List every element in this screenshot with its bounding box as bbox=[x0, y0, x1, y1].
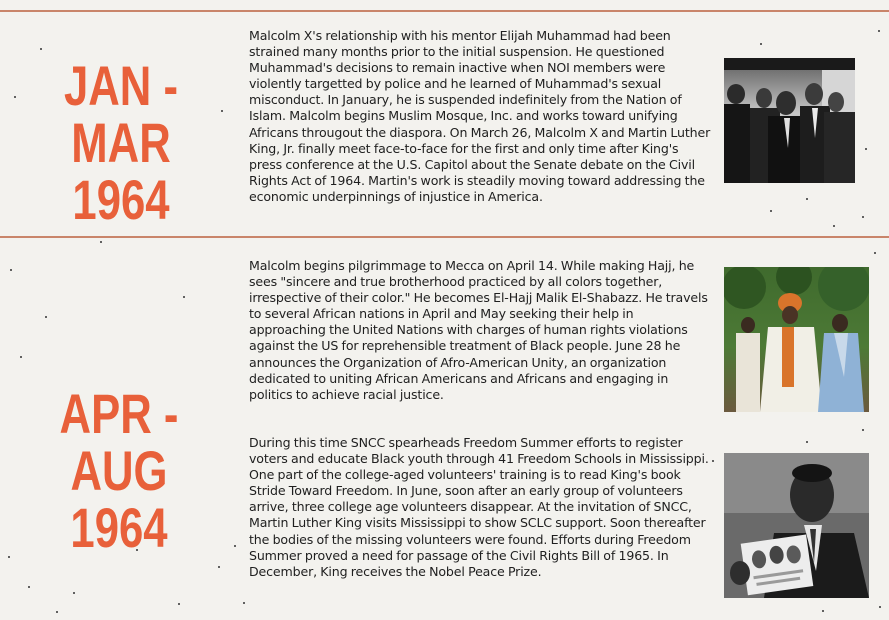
date-heading-apr-aug-1964 bbox=[17, 382, 221, 559]
section2-paragraph-freedom-summer: During this time SNCC spearheads Freedom Summer efforts to register voters and educate Black youth through 41 Freedom Schools in Mississippi. One part of the college-aged volunteers' training is to read King's book Stride Toward Freedom. In June, soon after an early group of volunteers arrive, three college age volunteers disappear. At the invitation of SNCC, Martin Luther King visits Mississippi to show SCLC support. Soon thereafter the bodies of the missing volunteers were found. Efforts during Freedom Summer proved a need for passage of the Civil Rights Bill of 1965. In December, King receives the Nobel Peace Prize. bbox=[249, 435, 709, 579]
date-year-line: 1964 bbox=[70, 496, 168, 559]
date-year-line: 1964 bbox=[72, 168, 170, 231]
date-range-line: APR -AUG bbox=[59, 382, 179, 502]
date-range-line: JAN - MAR bbox=[63, 54, 179, 174]
section1-paragraph: Malcolm X's relationship with his mentor Elijah Muhammad had been strained many months prior to the initial suspension. He questioned Muhammad's decisions to remain inactive when NOI members were violently targetted by police and he learned of Muhammad's sexual misconduct. In January, he is suspended indefinitely from the Nation of Islam. Malcolm begins Muslim Mosque, Inc. and works toward unifying Africans througout the diaspora. On March 26, Malcolm X and Martin Luther King, Jr. finally meet face-to-face for the first and only time after King's press conference at the U.S. Capitol about the Senate debate on the Civil Rights Act of 1964. Martin's work is steadily moving toward addressing the economic underpinnings of injustice in America. bbox=[249, 28, 711, 204]
photo-malcolm-in-africa bbox=[724, 267, 869, 412]
section-divider bbox=[0, 236, 889, 238]
photo-king-holding-missing-poster bbox=[724, 453, 869, 598]
date-heading-jan-mar-1964 bbox=[16, 54, 227, 231]
top-divider bbox=[0, 10, 889, 12]
photo-king-malcolm-meeting bbox=[724, 58, 855, 183]
section2-paragraph-malcolm: Malcolm begins pilgrimmage to Mecca on April 14. While making Hajj, he sees "sincere and true brotherhood practiced by all colors together, irrespective of their color." He becomes El-Hajj Malik El-Shabazz. He travels to several African nations in April and May seeking their help in approaching the United Nations with charges of human rights violations against the US for reprehensible treatment of Black people. June 28 he announces the Organization of Afro-American Unity, an organization dedicated to uniting African Americans and Africans and engaging in politics to achieve racial justice. bbox=[249, 258, 708, 402]
